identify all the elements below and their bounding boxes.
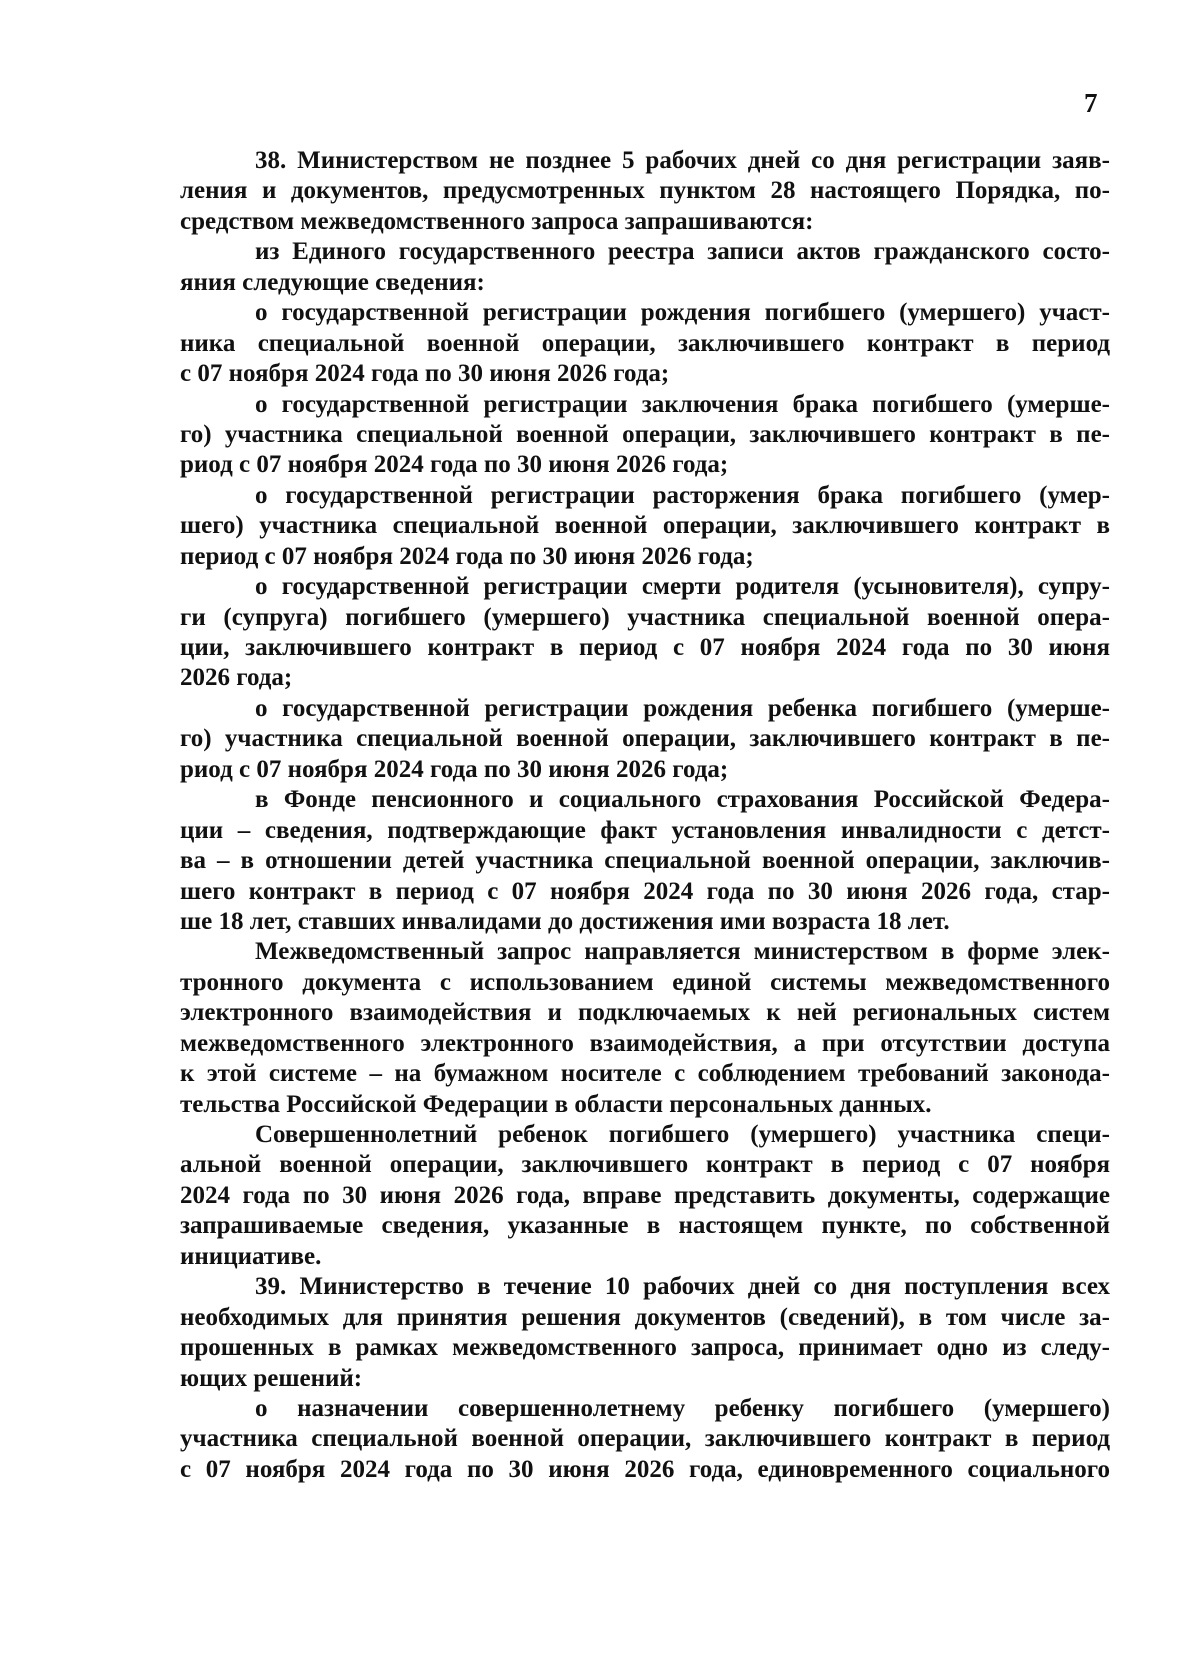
text-line: с 07 ноября 2024 года по 30 июня 2026 года, единовременного социального [180, 1455, 1110, 1483]
text-line: инициативе. [180, 1242, 322, 1270]
text-line: межведомственного электронного взаимодействия, а при отсутствии доступа [180, 1029, 1110, 1057]
text-line: прошенных в рамках межведомственного запроса, принимает одно из следу- [180, 1334, 1110, 1362]
text-line: необходимых для принятия решения документов (сведений), в том числе за- [180, 1303, 1110, 1331]
text-line: ника специальной военной операции, заключившего контракт в период [180, 329, 1110, 357]
text-line: альной военной операции, заключившего контракт в период с 07 ноября [180, 1151, 1110, 1179]
text-line: запрашиваемые сведения, указанные в настоящем пункте, по собственной [180, 1212, 1110, 1240]
text-line: шего) участника специальной военной операции, заключившего контракт в [180, 512, 1110, 540]
text-line: о государственной регистрации рождения погибшего (умершего) участ- [255, 299, 1110, 327]
text-line: ги (супруга) погибшего (умершего) участника специальной военной опера- [180, 603, 1110, 631]
text-line: ции, заключившего контракт в период с 07 ноября 2024 года по 30 июня [180, 634, 1110, 661]
text-line: го) участника специальной военной операции, заключившего контракт в пе- [180, 725, 1110, 753]
text-line: ющих решений: [180, 1364, 363, 1392]
text-line: из Единого государственного реестра записи актов гражданского состо- [255, 238, 1110, 266]
text-line: ва – в отношении детей участника специальной военной операции, заключив- [180, 847, 1110, 875]
text-line: о государственной регистрации заключения брака погибшего (умерше- [255, 390, 1110, 418]
text-line: ции – сведения, подтверждающие факт установления инвалидности с детст- [180, 816, 1110, 844]
text-line: о государственной регистрации расторжения брака погибшего (умер- [255, 481, 1110, 509]
text-line: шего контракт в период с 07 ноября 2024 года по 30 июня 2026 года, стар- [180, 877, 1110, 905]
text-line: ления и документов, предусмотренных пунктом 28 настоящего Порядка, по- [180, 177, 1110, 205]
text-line: 38. Министерством не позднее 5 рабочих дней со дня регистрации заяв- [255, 147, 1110, 174]
text-line: о государственной регистрации смерти родителя (усыновителя), супру- [255, 573, 1110, 601]
text-line: яния следующие сведения: [180, 268, 485, 296]
text-line: 2024 года по 30 июня 2026 года, вправе представить документы, содержащие [180, 1181, 1110, 1209]
text-line: риод с 07 ноября 2024 года по 30 июня 2026 года; [180, 755, 729, 783]
text-line: участника специальной военной операции, заключившего контракт в период [180, 1425, 1110, 1453]
page-number: 7 [1084, 88, 1098, 118]
text-line: с 07 ноября 2024 года по 30 июня 2026 года; [180, 360, 670, 388]
text-line: средством межведомственного запроса запрашиваются: [180, 207, 814, 235]
text-line: Совершеннолетний ребенок погибшего (умершего) участника специ- [255, 1121, 1110, 1148]
text-line: го) участника специальной военной операции, заключившего контракт в пе- [180, 420, 1110, 448]
text-line: 2026 года; [180, 664, 293, 692]
text-line: период с 07 ноября 2024 года по 30 июня 2026 года; [180, 542, 754, 570]
text-line: электронного взаимодействия и подключаемых к ней региональных систем [180, 999, 1110, 1027]
text-line: тронного документа с использованием единой системы межведомственного [180, 968, 1110, 996]
text-line: риод с 07 ноября 2024 года по 30 июня 2026 года; [180, 451, 729, 479]
text-line: Межведомственный запрос направляется министерством в форме элек- [255, 938, 1110, 966]
text-line: о государственной регистрации рождения ребенка погибшего (умерше- [255, 694, 1110, 722]
text-line: к этой системе – на бумажном носителе с соблюдением требований законода- [180, 1060, 1110, 1088]
text-line: о назначении совершеннолетнему ребенку погибшего (умершего) [255, 1394, 1110, 1422]
text-line: ше 18 лет, ставших инвалидами до достижения ими возраста 18 лет. [180, 907, 950, 935]
document-body [180, 146, 1110, 1485]
text-line: тельства Российской Федерации в области персональных данных. [180, 1090, 932, 1118]
text-line: 39. Министерство в течение 10 рабочих дней со дня поступления всех [255, 1273, 1110, 1301]
text-line: в Фонде пенсионного и социального страхования Российской Федера- [255, 786, 1110, 814]
